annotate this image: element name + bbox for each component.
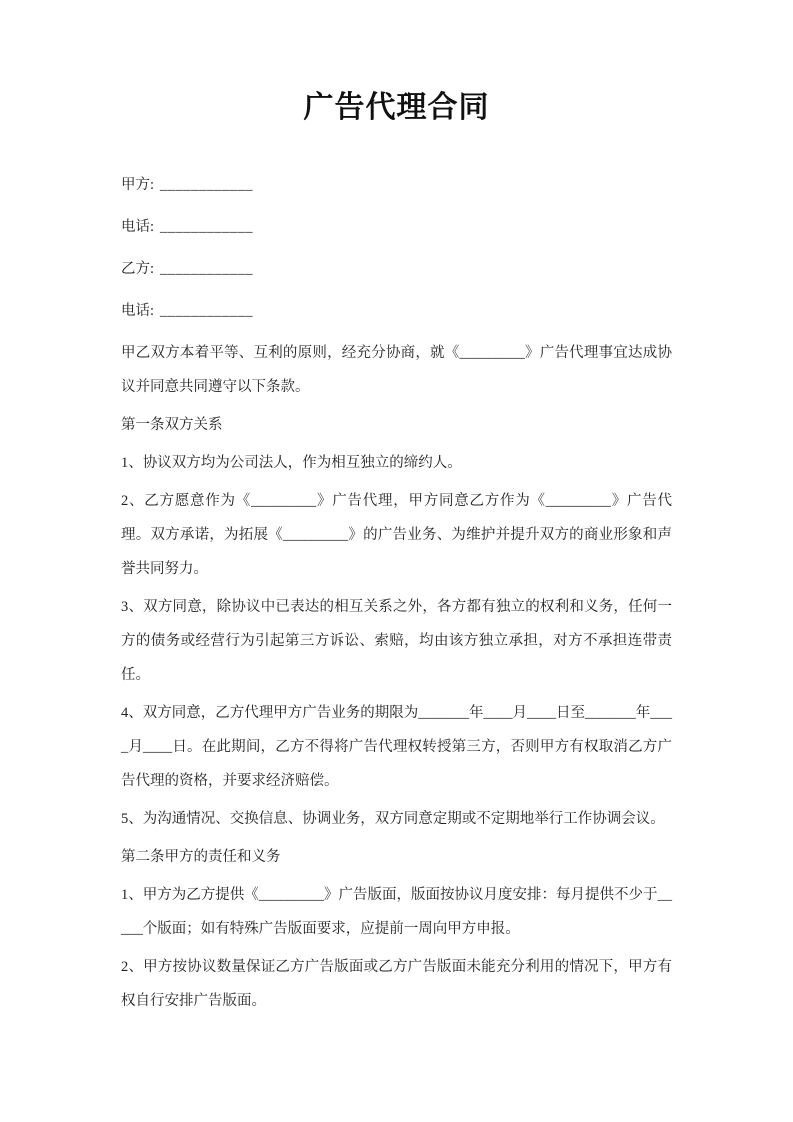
clause-intro: 甲乙双方本着平等、互利的原则，经充分协商，就《_________》广告代理事宜达成协议并同意共同遵守以下条款。 [121,345,672,395]
party-line-yifang [121,252,672,286]
party-info-block [121,168,672,328]
party-blank-jiafang: ____________ [160,177,254,193]
party-label-phone-1: 电话: [121,219,155,235]
clause-1-item-1: 1、协议双方均为公司法人，作为相互独立的缔约人。 [121,455,462,471]
party-blank-phone-2: ____________ [160,303,254,319]
party-blank-phone-1: ____________ [160,219,254,235]
clause-1-item-2: 2、乙方愿意作为《_________》广告代理，甲方同意乙方作为《_________》广告代理。双方承诺，为拓展《_________》的广告业务、为维护并提升双方的商业形象和声誉共同努力。 [121,493,672,577]
clause-2-item-2: 2、甲方按协议数量保证乙方广告版面或乙方广告版面未能充分利用的情况下，甲方有权自行安排广告版面。 [121,959,672,1009]
clause-2-item-1: 1、甲方为乙方提供《_________》广告版面，版面按协议月度安排：每月提供不少于_____个版面；如有特殊广告版面要求，应提前一周向甲方申报。 [121,887,672,937]
party-label-jiafang: 甲方: [121,177,155,193]
clause-1-item-4: 4、双方同意，乙方代理甲方广告业务的期限为_______年____月____日至_______年____月____日。在此期间，乙方不得将广告代理权转授第三方，否则甲方有权取消乙方广告代理的资格，并要求经济赔偿。 [121,705,672,789]
section-2-heading: 第二条甲方的责任和义务 [121,849,281,865]
party-line-phone-2 [121,294,672,328]
section-1-heading: 第一条双方关系 [121,417,223,433]
clause-1-item-5: 5、为沟通情况、交换信息、协调业务，双方同意定期或不定期地举行工作协调会议。 [121,811,665,827]
document-title: 广告代理合同 [303,91,490,124]
party-line-jiafang [121,168,672,202]
party-blank-yifang: ____________ [160,261,254,277]
clause-1-item-3: 3、双方同意，除协议中已表达的相互关系之外，各方都有独立的权利和义务，任何一方的债务或经营行为引起第三方诉讼、索赔，均由该方独立承担，对方不承担连带责任。 [121,599,672,683]
party-label-yifang: 乙方: [121,261,155,277]
party-label-phone-2: 电话: [121,303,155,319]
party-line-phone-1 [121,210,672,244]
